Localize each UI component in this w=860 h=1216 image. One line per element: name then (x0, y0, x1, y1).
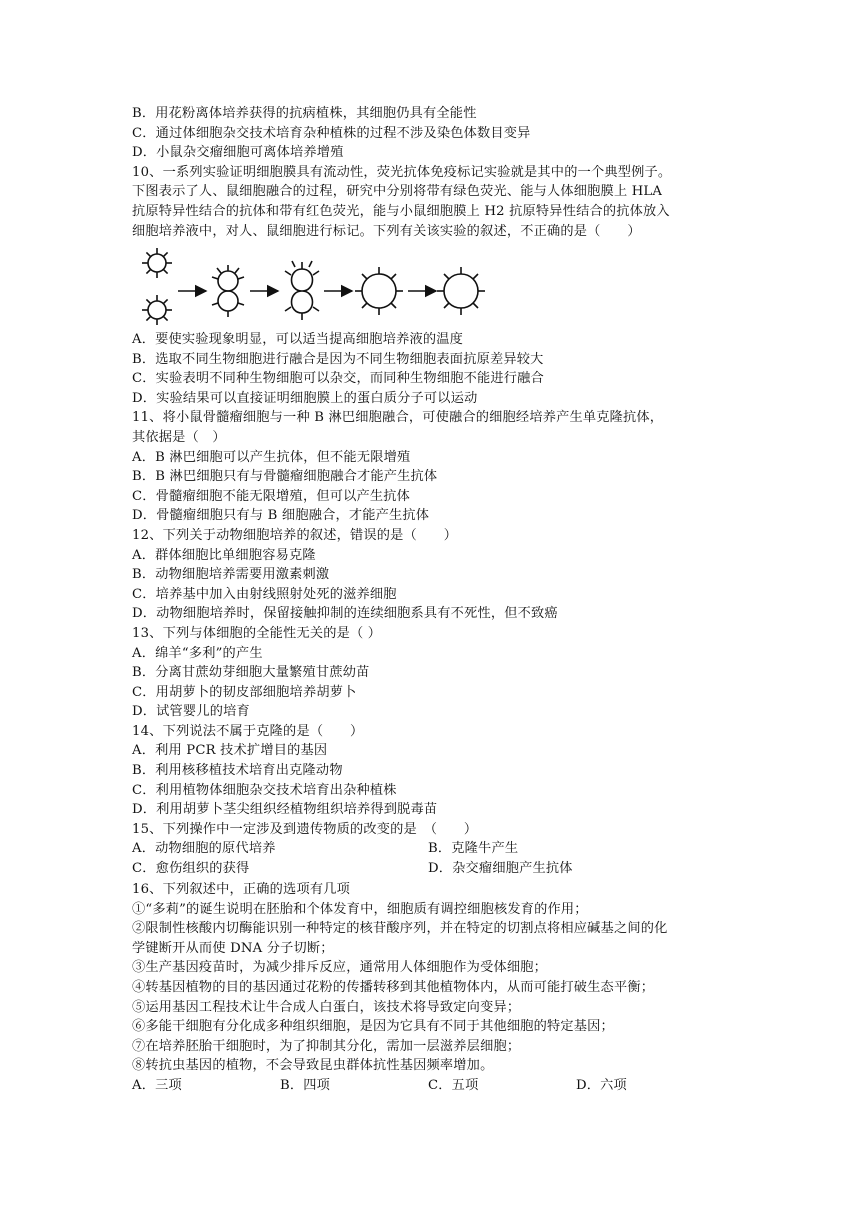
option-row-15-ab (132, 839, 742, 859)
question-11-line-2: 其依据是（ ） (132, 429, 226, 445)
question-16: 16、下列叙述中，正确的选项有几项 (132, 882, 350, 897)
option-row-16 (132, 1076, 742, 1096)
option-12a: A．群体细胞比单细胞容易克隆 (132, 547, 316, 563)
question-10-line-1: 10、一系列实验证明细胞膜具有流动性，荧光抗体免疫标记实验就是其中的一个典型例子。 (132, 164, 672, 180)
option-11b: B．B 淋巴细胞只有与骨髓瘤细胞融合才能产生抗体 (132, 469, 438, 485)
option-14d: D．利用胡萝卜茎尖组织经植物组织培养得到脱毒苗 (132, 802, 438, 818)
fusing-cells-icon (285, 261, 319, 320)
option-9c: C．通过体细胞杂交技术培育杂种植株的过程不涉及染色体数目变异 (132, 125, 531, 141)
option-10a: A．要使实验现象明显，可以适当提高细胞培养液的温度 (132, 332, 464, 347)
question-10-line-2: 下图表示了人、鼠细胞融合的过程，研究中分别将带有绿色荧光、能与人体细胞膜上 HLA (132, 184, 663, 200)
option-16a: A．三项 (132, 1077, 182, 1093)
question-11-line-1: 11、将小鼠骨髓瘤细胞与一种 B 淋巴细胞融合，可使融合的细胞经培养产生单克隆抗体， (132, 410, 664, 426)
question-12: 12、下列关于动物细胞培养的叙述，错误的是（ ） (132, 527, 458, 543)
option-15c: C．愈伤组织的获得 (132, 861, 250, 877)
option-14c: C．利用植物体细胞杂交技术培育出杂种植株 (132, 782, 397, 798)
contacting-cells-icon (212, 265, 244, 317)
option-9b: B．用花粉离体培养获得的抗病植株，其细胞仍具有全能性 (132, 106, 477, 121)
option-10c: C．实验表明不同种生物细胞可以杂交，而同种生物细胞不能进行融合 (132, 371, 544, 387)
statement-6: ⑥多能干细胞有分化成多种组织细胞，是因为它具有不同于其他细胞的特定基因； (132, 1019, 614, 1035)
statement-8: ⑧转抗虫基因的植物，不会导致昆虫群体抗性基因频率增加。 (132, 1058, 494, 1074)
option-16d: D．六项 (576, 1077, 627, 1093)
text-block-q16 (132, 880, 742, 1096)
option-row-15-cd (132, 859, 742, 879)
option-11c: C．骨髓瘤细胞不能无限增殖，但可以产生抗体 (132, 488, 411, 504)
statement-5: ⑤运用基因工程技术让牛合成人白蛋白，该技术将导致定向变异； (132, 999, 521, 1015)
option-10b: B．选取不同生物细胞进行融合是因为不同生物细胞表面抗原差异较大 (132, 351, 544, 367)
fused-cell-icon (355, 267, 403, 315)
option-12c: C．培养基中加入由射线照射处死的滋养细胞 (132, 586, 397, 602)
option-16c: C．五项 (428, 1077, 479, 1093)
option-13a: A．绵羊“多利”的产生 (132, 645, 263, 661)
statement-1: ①“多莉”的诞生说明在胚胎和个体发育中，细胞质有调控细胞核发育的作用； (132, 901, 588, 917)
separate-cells-icon (142, 248, 172, 325)
statement-7: ⑦在培养胚胎干细胞时，为了抑制其分化，需加一层滋养层细胞； (132, 1038, 521, 1054)
option-11a: A．B 淋巴细胞可以产生抗体，但不能无限增殖 (132, 449, 411, 465)
question-15: 15、下列操作中一定涉及到遗传物质的改变的是 （ ） (132, 821, 478, 837)
question-10-line-3: 抗原特异性结合的抗体和带有红色荧光，能与小鼠细胞膜上 H2 抗原特异性结合的抗体放入 (132, 203, 670, 219)
statement-2-line-1: ②限制性核酸内切酶能识别一种特定的核苷酸序列，并在特定的切割点将相应碱基之间的化 (132, 921, 668, 937)
statement-4: ④转基因植物的目的基因通过花粉的传播转移到其他植物体内，从而可能打破生态平衡； (132, 979, 655, 995)
option-13b: B．分离甘蔗幼芽细胞大量繁殖甘蔗幼苗 (132, 665, 370, 681)
cell-fusion-diagram (132, 245, 492, 325)
option-13d: D．试管婴儿的培育 (132, 704, 250, 720)
statement-2-line-2: 学键断开从而使 DNA 分子切断； (132, 940, 334, 956)
option-13c: C．用胡萝卜的韧皮部细胞培养胡萝卜 (132, 684, 357, 700)
question-14: 14、下列说法不属于克隆的是（ ） (132, 723, 364, 739)
option-15b: B．克隆牛产生 (428, 841, 519, 857)
option-14b: B．利用核移植技术培育出克隆动物 (132, 763, 343, 779)
option-16b: B．四项 (280, 1077, 331, 1093)
option-9d: D．小鼠杂交瘤细胞可离体培养增殖 (132, 145, 344, 161)
option-12b: B．动物细胞培养需要用激素刺激 (132, 567, 330, 583)
option-11d: D．骨髓瘤细胞只有与 B 细胞融合，才能产生抗体 (132, 508, 430, 524)
text-block-top (132, 104, 742, 241)
text-block-main (132, 330, 742, 879)
statement-3: ③生产基因疫苗时，为减少排斥反应，通常用人体细胞作为受体细胞； (132, 960, 548, 976)
question-10-line-4: 细胞培养液中，对人、鼠细胞进行标记。下列有关该实验的叙述，不正确的是（ ） (132, 223, 641, 239)
option-15a: A．动物细胞的原代培养 (132, 841, 276, 857)
option-12d: D．动物细胞培养时，保留接触抑制的连续细胞系具有不死性，但不致癌 (132, 606, 558, 622)
option-15d: D．杂交瘤细胞产生抗体 (428, 861, 573, 877)
mixed-markers-cell-icon (437, 267, 485, 315)
option-14a: A．利用 PCR 技术扩增目的基因 (132, 743, 328, 759)
option-10d: D．实验结果可以直接证明细胞膜上的蛋白质分子可以运动 (132, 390, 478, 406)
question-13: 13、下列与体细胞的全能性无关的是（ ） (132, 625, 382, 641)
